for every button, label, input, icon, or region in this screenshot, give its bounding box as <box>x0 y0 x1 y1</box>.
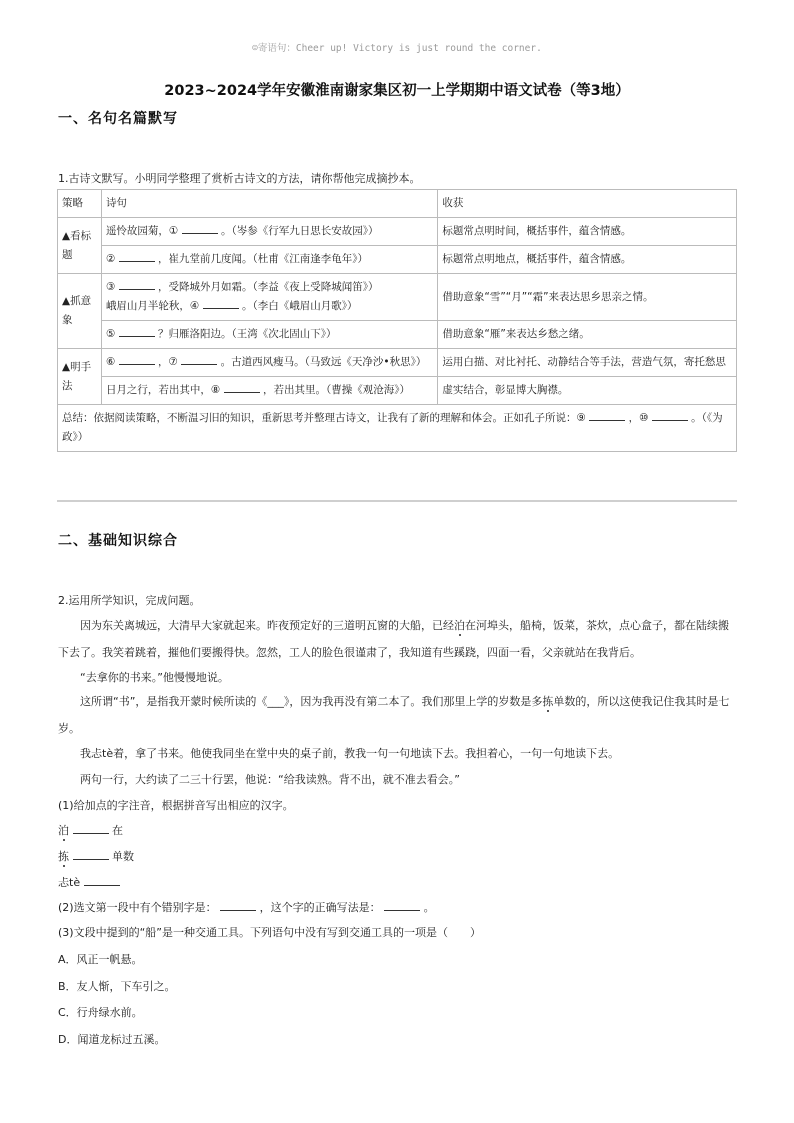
answer-blank[interactable] <box>182 222 218 234</box>
table-header-row <box>58 190 737 218</box>
option-b[interactable]: B．友人惭，下车引之。 <box>58 980 176 993</box>
watermark: ☺寄语句：Cheer up! Victory is just round the corner. <box>252 43 542 54</box>
answer-blank[interactable] <box>119 250 155 262</box>
section-heading-1: 一、名句名篇默写 <box>58 111 178 127</box>
table-row <box>58 377 737 405</box>
answer-blank[interactable] <box>589 409 625 421</box>
option-d[interactable]: D．闻道龙标过五溪。 <box>58 1033 166 1046</box>
verse-cell: ③ ，受降城外月如霜。（李益《夜上受降城闻笛》） 峨眉山月半轮秋，④ 。（李白《峨眉山月歌》） <box>101 274 437 321</box>
option-c[interactable]: C．行舟绿水前。 <box>58 1006 143 1019</box>
sub-question-3: (3)文段中提到的“船”是一种交通工具。下列语句中没有写到交通工具的一项是（ ） <box>58 926 481 939</box>
pinyin-item-2: 拣 单数 <box>58 850 134 863</box>
strategy-cell: ▲明手法 <box>58 349 102 405</box>
gain-cell: 运用白描、对比衬托、动静结合等手法，营造气氛，寄托愁思 <box>438 349 737 377</box>
strategy-cell: ▲看标题 <box>58 218 102 274</box>
table-row <box>58 246 737 274</box>
sub-question-2: (2)选文第一段中有个错别字是： ，这个字的正确写法是： 。 <box>58 901 435 914</box>
gain-cell: 标题常点明地点，概括事件，蕴含情感。 <box>438 246 737 274</box>
answer-blank[interactable] <box>220 899 256 911</box>
answer-blank[interactable] <box>181 353 217 365</box>
verse-cell: ⑤ ？归雁洛阳边。（王湾《次北固山下》） <box>101 321 437 349</box>
passage-paragraph-1: 因为东关离城远，大清早大家就起来。昨夜预定好的三道明瓦窗的大船，已经泊在河埠头，船椅，饭菜，茶炊，点心盒子，都在陆续搬下去了。我笑着跳着，摧他们要搬得快。忽然，工人的脸色很谨肃了，我知道有些蹊跷，四面一看，父亲就站在我背后。 <box>58 619 729 659</box>
passage-paragraph-3: 这所谓“书”，是指我开蒙时候所读的《___》，因为我再没有第二本了。我们那里上学的岁数是多拣单数的，所以这使我记住我其时是七岁。 <box>58 695 730 735</box>
strategy-cell: ▲抓意象 <box>58 274 102 349</box>
answer-blank[interactable] <box>384 899 420 911</box>
table-row <box>58 349 737 377</box>
passage-paragraph-2: “去拿你的书来。”他慢慢地说。 <box>80 671 229 684</box>
answer-blank[interactable] <box>119 325 155 337</box>
answer-blank[interactable] <box>84 874 120 886</box>
verse-cell: ⑥ ，⑦ 。古道西风瘦马。（马致远《天净沙•秋思》） <box>101 349 437 377</box>
passage-paragraph-5: 两句一行，大约读了二三十行罢，他说：“给我读熟。背不出，就不准去看会。” <box>80 773 460 786</box>
summary-cell: 总结：依据阅读策略，不断温习旧的知识，重新思考并整理古诗文，让我有了新的理解和体会。正如孔子所说：⑨ ，⑩ 。（《为政》） <box>58 405 737 452</box>
gain-cell: 借助意象“雁”来表达乡愁之绪。 <box>438 321 737 349</box>
table-row <box>58 321 737 349</box>
header-verse: 诗句 <box>101 190 437 218</box>
divider <box>57 500 737 502</box>
answer-blank[interactable] <box>119 353 155 365</box>
dotted-char: 泊 <box>454 619 465 632</box>
verse-cell: 日月之行，若出其中，⑧ ，若出其里。（曹操《观沧海》） <box>101 377 437 405</box>
section-heading-2: 二、基础知识综合 <box>58 533 178 549</box>
verse-cell: ② ，崔九堂前几度闻。（杜甫《江南逢李龟年》） <box>101 246 437 274</box>
pinyin-item-1: 泊 在 <box>58 824 123 837</box>
header-gain: 收获 <box>438 190 737 218</box>
passage-paragraph-4: 我忐tè着，拿了书来。他使我同坐在堂中央的桌子前，教我一句一句地读下去。我担着心，一句一句地读下去。 <box>80 747 620 760</box>
sub-question-1: (1)给加点的字注音，根据拼音写出相应的汉字。 <box>58 799 294 812</box>
gain-cell: 标题常点明时间，概括事件，蕴含情感。 <box>438 218 737 246</box>
poem-table <box>57 189 737 452</box>
table-summary-row <box>58 405 737 452</box>
answer-blank[interactable] <box>73 848 109 860</box>
question-1-stem: 1.古诗文默写。小明同学整理了赏析古诗文的方法，请你帮他完成摘抄本。 <box>58 172 421 185</box>
verse-cell: 遥怜故园菊，① 。（岑参《行军九日思长安故园》） <box>101 218 437 246</box>
question-2-stem: 2.运用所学知识，完成问题。 <box>58 594 201 607</box>
header-strategy: 策略 <box>58 190 102 218</box>
document-title: 2023~2024学年安徽淮南谢家集区初一上学期期中语文试卷（等3地） <box>164 83 630 99</box>
gain-cell: 虚实结合，彰显博大胸襟。 <box>438 377 737 405</box>
pinyin-item-3: 忐tè <box>58 874 120 890</box>
answer-blank[interactable] <box>73 822 109 834</box>
answer-blank[interactable] <box>203 297 239 309</box>
answer-blank[interactable] <box>224 381 260 393</box>
gain-cell: 借助意象“雪”“月”“霜”来表达思乡思亲之情。 <box>438 274 737 321</box>
answer-blank[interactable] <box>652 409 688 421</box>
dotted-char: 拣 <box>542 695 554 708</box>
answer-blank[interactable] <box>119 278 155 290</box>
option-a[interactable]: A．风正一帆悬。 <box>58 953 143 966</box>
table-row <box>58 274 737 321</box>
table-row <box>58 218 737 246</box>
